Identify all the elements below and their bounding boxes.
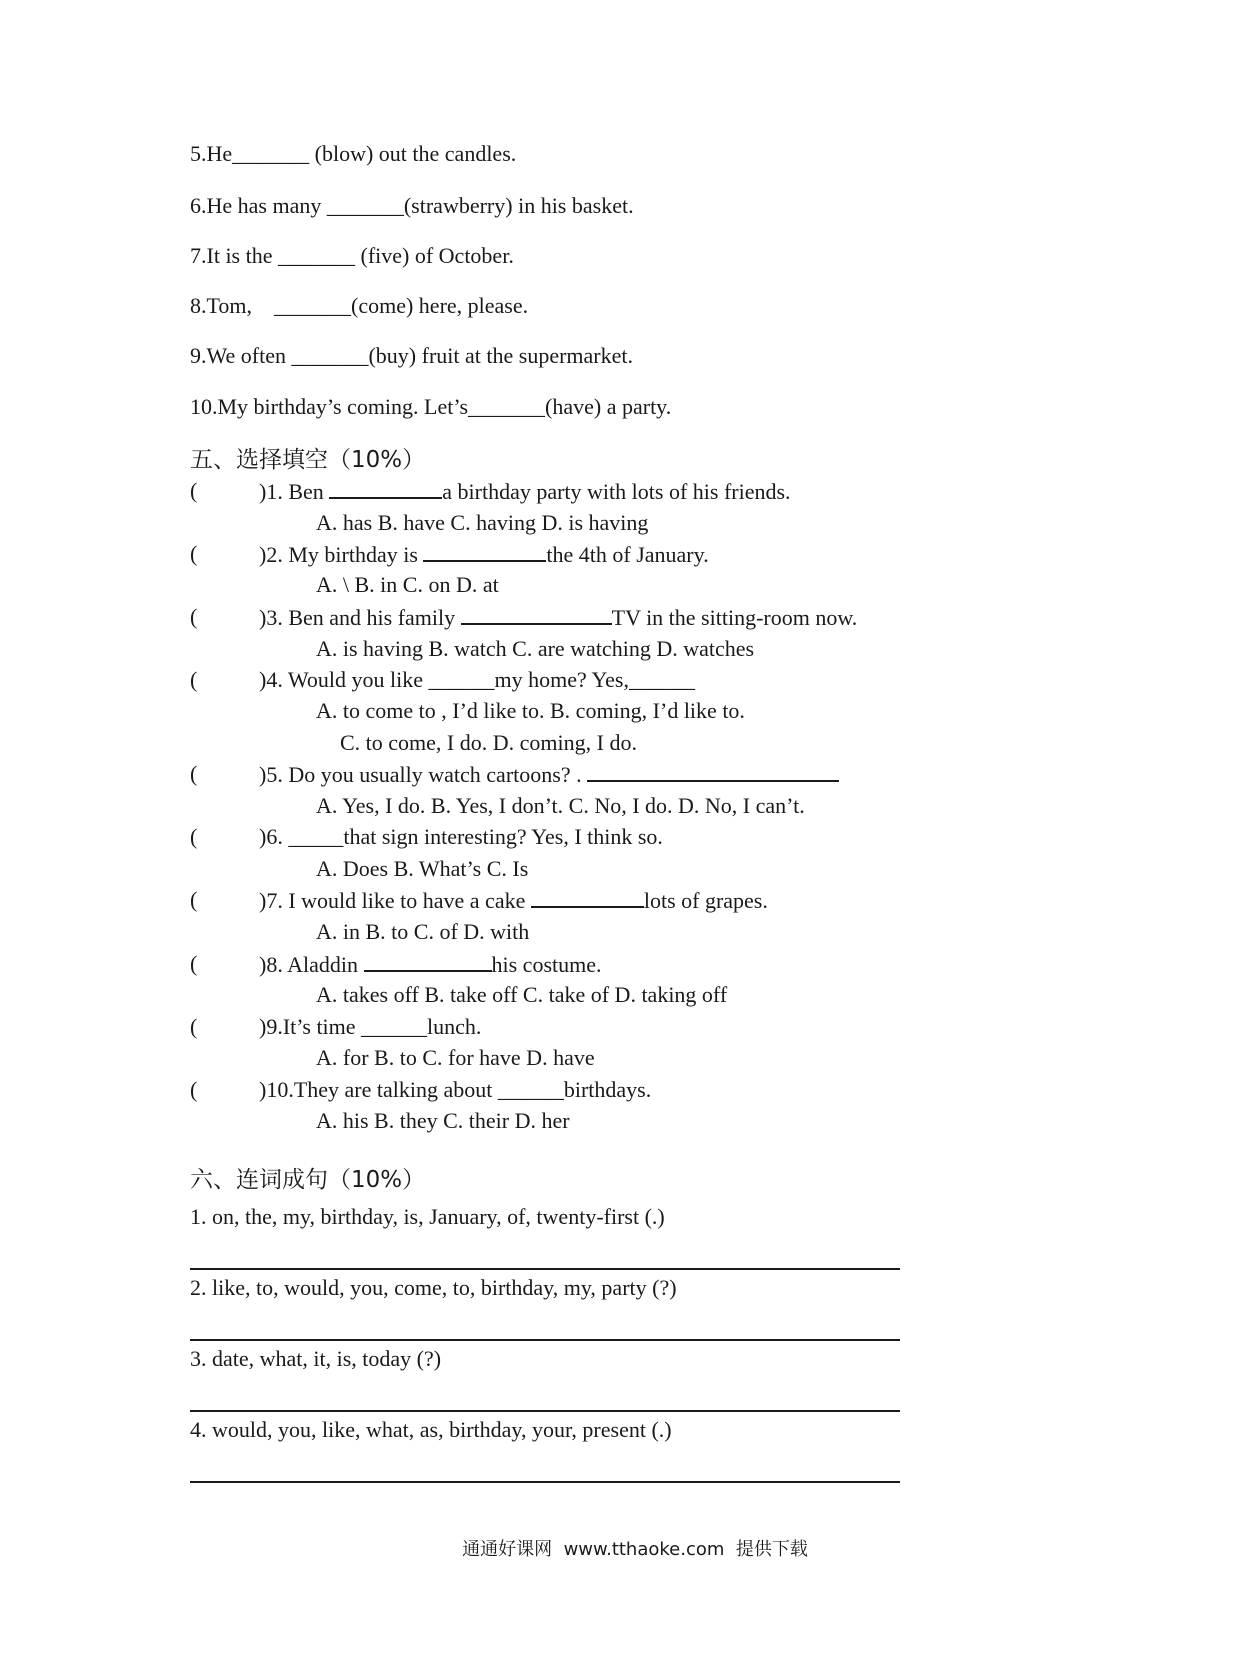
answer-paren-5: ( [190, 761, 198, 786]
fill-item-5: 5.He_______ (blow) out the candles. [190, 141, 517, 166]
choice-question-6 [259, 823, 663, 851]
choice-question-8 [259, 950, 602, 979]
question-10-stem: )10.They are talking about ______birthdays. [259, 1077, 652, 1102]
question-5-stem: )5. Do you usually watch cartoons? . [259, 762, 588, 787]
answer-line-3 [190, 1410, 900, 1412]
question-4-stem: )4. Would you like ______my home? Yes,______ [259, 667, 695, 692]
choice-question-9 [259, 1013, 481, 1041]
choice-question-7 [259, 886, 768, 915]
question-2-tail: the 4th of January. [546, 542, 709, 567]
question-7-options: A. in B. to C. of D. with [316, 919, 530, 944]
question-7-blank [531, 886, 644, 908]
answer-line-1 [190, 1268, 900, 1270]
question-8-stem: )8. Aladdin [259, 952, 364, 977]
question-7-stem: )7. I would like to have a cake [259, 888, 531, 913]
question-8-blank [364, 950, 492, 972]
question-6-stem: )6. _____that sign interesting? Yes, I think so. [259, 824, 663, 849]
reorder-item-1: 1. on, the, my, birthday, is, January, of, twenty-first (.) [190, 1204, 665, 1229]
answer-paren-3: ( [190, 604, 198, 629]
reorder-item-3: 3. date, what, it, is, today (?) [190, 1346, 442, 1371]
question-6-options: A. Does B. What’s C. Is [316, 856, 529, 881]
question-5-options: A. Yes, I do. B. Yes, I don’t. C. No, I do. D. No, I can’t. [316, 793, 805, 818]
question-9-options: A. for B. to C. for have D. have [316, 1045, 595, 1070]
answer-paren-6: ( [190, 824, 198, 849]
question-3-tail: TV in the sitting-room now. [611, 605, 858, 630]
choice-question-2 [259, 540, 709, 569]
fill-item-7: 7.It is the _______ (five) of October. [190, 243, 514, 268]
page-footer: 通通好课网 www.tthaoke.com 提供下载 [462, 1539, 808, 1560]
fill-item-6: 6.He has many _______(strawberry) in his basket. [190, 193, 634, 218]
question-10-options: A. his B. they C. their D. her [316, 1108, 570, 1133]
section-five-heading: 五、选择填空（10%） [190, 447, 426, 473]
answer-paren-2: ( [190, 541, 198, 566]
section-six-heading: 六、连词成句（10%） [190, 1167, 426, 1193]
question-8-tail: his costume. [491, 952, 602, 977]
choice-question-1 [259, 477, 791, 506]
question-1-blank [329, 477, 442, 499]
answer-paren-8: ( [190, 951, 198, 976]
question-3-blank [461, 603, 612, 625]
fill-item-8: 8.Tom, _______(come) here, please. [190, 293, 529, 318]
question-2-options: A. \ B. in C. on D. at [316, 572, 499, 597]
fill-item-9: 9.We often _______(buy) fruit at the supermarket. [190, 343, 633, 368]
choice-question-10 [259, 1076, 651, 1104]
answer-paren-7: ( [190, 887, 198, 912]
question-1-stem: )1. Ben [259, 479, 330, 504]
question-9-stem: )9.It’s time ______lunch. [259, 1014, 482, 1039]
question-4-options-line2: C. to come, I do. D. coming, I do. [340, 730, 637, 755]
question-2-stem: )2. My birthday is [259, 542, 424, 567]
question-8-options: A. takes off B. take off C. take of D. taking off [316, 982, 728, 1007]
answer-paren-4: ( [190, 667, 198, 692]
question-1-tail: a birthday party with lots of his friends. [442, 479, 791, 504]
question-3-stem: )3. Ben and his family [259, 605, 461, 630]
reorder-item-4: 4. would, you, like, what, as, birthday, your, present (.) [190, 1417, 672, 1442]
question-1-options: A. has B. have C. having D. is having [316, 510, 649, 535]
question-2-blank [423, 540, 546, 562]
question-7-tail: lots of grapes. [643, 888, 768, 913]
answer-line-2 [190, 1339, 900, 1341]
question-3-options: A. is having B. watch C. are watching D. watches [316, 636, 755, 661]
question-5-blank [587, 760, 839, 782]
answer-paren-10: ( [190, 1077, 198, 1102]
choice-question-4 [259, 666, 695, 694]
answer-paren-1: ( [190, 478, 198, 503]
choice-question-3 [259, 603, 857, 632]
choice-question-5 [259, 760, 839, 789]
answer-paren-9: ( [190, 1014, 198, 1039]
question-4-options: A. to come to , I’d like to. B. coming, I’d like to. [316, 698, 745, 723]
fill-item-10: 10.My birthday’s coming. Let’s_______(have) a party. [190, 394, 672, 419]
answer-line-4 [190, 1481, 900, 1483]
reorder-item-2: 2. like, to, would, you, come, to, birthday, my, party (?) [190, 1275, 677, 1300]
